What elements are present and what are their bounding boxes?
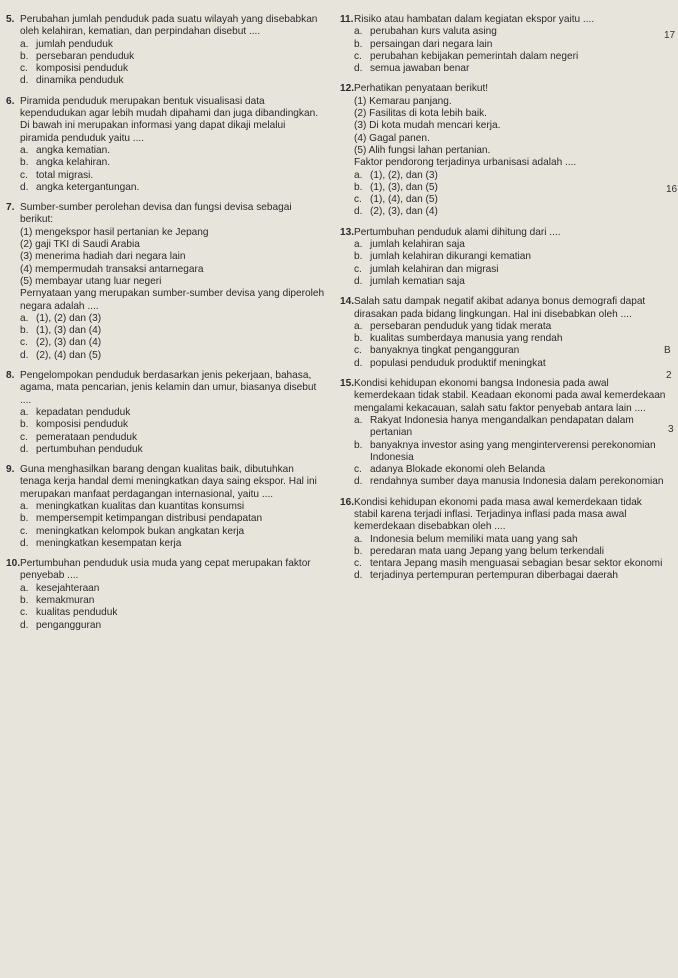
- option-text: jumlah kelahiran saja: [370, 239, 465, 251]
- answer-option[interactable]: [20, 350, 326, 362]
- option-text: meningkatkan kelompok bukan angkatan kerja: [36, 525, 245, 537]
- option-letter: b.: [354, 333, 363, 345]
- question-number: 10.: [6, 558, 21, 570]
- answer-option[interactable]: [20, 419, 326, 431]
- option-text: kepadatan penduduk: [36, 406, 131, 418]
- option-text: (2), (3), dan (4): [370, 206, 438, 218]
- answer-option[interactable]: [354, 26, 666, 38]
- option-text: kualitas sumberdaya manusia yang rendah: [370, 333, 563, 345]
- question: [6, 202, 326, 362]
- answer-option[interactable]: [20, 170, 326, 182]
- answer-option[interactable]: [354, 321, 666, 333]
- answer-option[interactable]: [354, 251, 666, 263]
- question-text: Sumber-sumber perolehan devisa dan fungsi devisa sebagai berikut:: [20, 202, 292, 226]
- question-header: [6, 202, 326, 227]
- statement-item: (3) menerima hadiah dari negara lain: [20, 251, 186, 263]
- answer-option[interactable]: [354, 206, 666, 218]
- statement-item: (5) membayar utang luar negeri: [20, 275, 162, 287]
- question-number: 8.: [6, 370, 15, 382]
- option-letter: a.: [354, 26, 363, 38]
- answer-option[interactable]: [20, 501, 326, 513]
- option-letter: d.: [20, 619, 29, 631]
- option-text: Indonesia belum memiliki mata uang yang sah: [370, 533, 578, 545]
- question-text: Pertumbuhan penduduk usia muda yang cepat merupakan faktor penyebab ....: [20, 558, 311, 582]
- answer-option[interactable]: [20, 51, 326, 63]
- option-letter: d.: [354, 275, 363, 287]
- question-text: Risiko atau hambatan dalam kegiatan ekspor yaitu ....: [354, 14, 595, 25]
- statement-item: (1) Kemarau panjang.: [354, 95, 452, 107]
- option-letter: c.: [354, 464, 362, 476]
- answer-option[interactable]: [354, 264, 666, 276]
- question-number: 13.: [340, 226, 355, 238]
- option-letter: d.: [354, 570, 363, 582]
- answer-option[interactable]: [354, 476, 666, 488]
- answer-option[interactable]: [354, 415, 666, 440]
- option-letter: b.: [20, 595, 29, 607]
- option-text: dinamika penduduk: [36, 75, 124, 87]
- question-header: [6, 558, 326, 583]
- right-column: [340, 14, 666, 978]
- answer-option[interactable]: [354, 239, 666, 251]
- option-text: angka ketergantungan.: [36, 181, 140, 193]
- option-letter: b.: [354, 181, 363, 193]
- question-header: [6, 96, 326, 145]
- question: [340, 83, 666, 218]
- option-letter: a.: [354, 320, 363, 332]
- option-text: jumlah kelahiran dikurangi kematian: [370, 251, 532, 263]
- option-letter: c.: [20, 525, 28, 537]
- answer-option[interactable]: [354, 570, 666, 582]
- question-text: Pengelompokan penduduk berdasarkan jenis pekerjaan, bahasa, agama, mata pencarian, jenis kelamin dan umur, biasanya disebut ....: [20, 370, 317, 406]
- question-number: 12.: [340, 83, 355, 95]
- option-text: (2), (3) dan (4): [36, 337, 102, 349]
- option-letter: d.: [20, 349, 29, 361]
- question-number: 7.: [6, 202, 15, 214]
- option-letter: c.: [20, 607, 28, 619]
- question-text: Perhatikan penyataan berikut!: [354, 83, 489, 95]
- option-text: pertumbuhan penduduk: [36, 443, 143, 455]
- option-letter: d.: [354, 476, 363, 488]
- question-text: Piramida penduduk merupakan bentuk visualisasi data kependudukan agar lebih mudah dipahami dan juga dibandingkan. Di bawah ini merupakan informasi yang dapat dikaji melalui piramida penduduk yaitu ....: [20, 95, 318, 144]
- option-letter: d.: [354, 357, 363, 369]
- answer-option[interactable]: [20, 620, 326, 632]
- question-text: Pertumbuhan penduduk alami dihitung dari ....: [354, 226, 561, 238]
- option-text: meningkatkan kesempatan kerja: [36, 537, 182, 549]
- answer-option[interactable]: [354, 464, 666, 476]
- question-header: [6, 14, 326, 39]
- question: [340, 14, 666, 75]
- option-text: meningkatkan kualitas dan kuantitas konsumsi: [36, 500, 245, 512]
- option-letter: c.: [20, 169, 28, 181]
- question: [6, 96, 326, 194]
- option-letter: d.: [20, 75, 29, 87]
- question-number: 9.: [6, 464, 15, 476]
- question-text: Perubahan jumlah penduduk pada suatu wilayah yang disebabkan oleh kelahiran, kematian, dan perpindahan disebut ....: [20, 14, 318, 38]
- answer-option[interactable]: [20, 538, 326, 550]
- answer-option[interactable]: [20, 313, 326, 325]
- option-text: mempersempit ketimpangan distribusi pendapatan: [36, 513, 263, 525]
- answer-option[interactable]: [354, 358, 666, 370]
- question-header: [6, 370, 326, 407]
- answer-option[interactable]: [20, 513, 326, 525]
- statement-item: (4) Gagal panen.: [354, 132, 430, 144]
- question-header: [340, 83, 666, 95]
- option-letter: a.: [20, 582, 29, 594]
- option-letter: b.: [20, 157, 29, 169]
- option-letter: c.: [354, 194, 362, 206]
- answer-option[interactable]: [354, 194, 666, 206]
- option-text: kesejahteraan: [36, 582, 100, 594]
- option-letter: d.: [20, 537, 29, 549]
- question: [6, 370, 326, 456]
- answer-option[interactable]: [20, 157, 326, 169]
- option-letter: b.: [354, 545, 363, 557]
- option-text: perubahan kebijakan pemerintah dalam negeri: [370, 50, 579, 62]
- answer-option[interactable]: [354, 345, 666, 357]
- option-text: rendahnya sumber daya manusia Indonesia dalam perekonomian: [370, 476, 664, 488]
- option-text: persaingan dari negara lain: [370, 38, 493, 50]
- question-header: [340, 227, 666, 239]
- question: [6, 14, 326, 88]
- question-header: [6, 464, 326, 501]
- statement-item: (4) mempermudah transaksi antarnegara: [20, 263, 204, 275]
- statement-item: (5) Alih fungsi lahan pertanian.: [354, 144, 491, 156]
- question-number: 15.: [340, 378, 355, 390]
- option-letter: d.: [20, 181, 29, 193]
- question: [340, 227, 666, 288]
- option-letter: c.: [20, 63, 28, 75]
- question: [340, 497, 666, 583]
- margin-mark: 17: [664, 30, 676, 41]
- option-text: pemerataan penduduk: [36, 431, 138, 443]
- answer-option[interactable]: [354, 546, 666, 558]
- statement-item: (2) gaji TKI di Saudi Arabia: [20, 239, 140, 251]
- option-text: (1), (4), dan (5): [370, 194, 438, 206]
- option-text: komposisi penduduk: [36, 419, 129, 431]
- answer-option[interactable]: [354, 170, 666, 182]
- answer-option[interactable]: [20, 337, 326, 349]
- question-text: Kondisi kehidupan ekonomi bangsa Indonesia pada awal kemerdekaan tidak stabil. Keadaan ekonomi pada awal kemerdekaan mengalami kekacauan, salah satu faktor penyebab antara lain ....: [354, 378, 666, 414]
- option-text: (1), (3) dan (4): [36, 325, 102, 337]
- answer-option[interactable]: [20, 182, 326, 194]
- answer-option[interactable]: [354, 333, 666, 345]
- statement-item: (3) Di kota mudah mencari kerja.: [354, 120, 501, 132]
- option-text: banyaknya investor asing yang menginterverensi perekonomian Indonesia: [370, 439, 656, 463]
- option-letter: a.: [354, 239, 363, 251]
- option-text: banyaknya tingkat pengangguran: [370, 345, 520, 357]
- option-letter: c.: [354, 558, 362, 570]
- option-letter: c.: [354, 345, 362, 357]
- option-letter: a.: [20, 312, 29, 324]
- option-letter: d.: [354, 206, 363, 218]
- option-letter: a.: [354, 533, 363, 545]
- answer-option[interactable]: [354, 182, 666, 194]
- question: [340, 378, 666, 489]
- answer-option[interactable]: [354, 51, 666, 63]
- answer-option[interactable]: [20, 432, 326, 444]
- question-number: 11.: [340, 14, 354, 25]
- option-letter: b.: [20, 50, 29, 62]
- question: [340, 296, 666, 370]
- answer-option[interactable]: [20, 39, 326, 51]
- margin-mark: B: [664, 345, 671, 356]
- option-letter: a.: [354, 169, 363, 181]
- option-letter: b.: [354, 38, 363, 50]
- question-number: 16.: [340, 496, 355, 508]
- answer-option[interactable]: [354, 558, 666, 570]
- question-text: Salah satu dampak negatif akibat adanya bonus demografi dapat dirasakan pada bidang lingkungan. Hal ini disebabkan oleh ....: [354, 296, 646, 320]
- answer-option[interactable]: [20, 75, 326, 87]
- question-number: 6.: [6, 95, 15, 107]
- option-text: Rakyat Indonesia hanya mengandalkan pendapatan dalam pertanian: [370, 414, 634, 439]
- margin-mark: 3: [668, 424, 674, 435]
- option-text: (2), (4) dan (5): [36, 349, 102, 361]
- option-letter: c.: [354, 263, 362, 275]
- question-header: [340, 497, 666, 534]
- option-letter: a.: [20, 500, 29, 512]
- option-text: jumlah kematian saja: [370, 275, 465, 287]
- answer-option[interactable]: [20, 63, 326, 75]
- question-header: [340, 296, 666, 321]
- option-text: persebaran penduduk yang tidak merata: [370, 320, 552, 332]
- answer-option[interactable]: [354, 276, 666, 288]
- option-letter: d.: [354, 63, 363, 75]
- answer-option[interactable]: [354, 440, 666, 465]
- question-text: Kondisi kehidupan ekonomi pada masa awal kemerdekaan tidak stabil karena terjadi inflasi. Terjadinya inflasi pada masa awal kemerdekaan disebabkan oleh ....: [354, 496, 642, 533]
- option-text: (1), (3), dan (5): [370, 181, 438, 193]
- question: [6, 464, 326, 550]
- answer-option[interactable]: [20, 407, 326, 419]
- option-text: kemakmuran: [36, 595, 95, 607]
- answer-option[interactable]: [20, 595, 326, 607]
- option-letter: a.: [20, 38, 29, 50]
- question-prompt: Faktor pendorong terjadinya urbanisasi adalah ....: [354, 157, 577, 169]
- answer-option[interactable]: [20, 526, 326, 538]
- question: [6, 558, 326, 632]
- option-text: jumlah penduduk: [36, 38, 113, 50]
- left-column: [6, 14, 326, 978]
- answer-option[interactable]: [354, 534, 666, 546]
- answer-option[interactable]: [20, 145, 326, 157]
- question-header: [340, 378, 666, 415]
- option-text: kualitas penduduk: [36, 607, 118, 619]
- option-text: terjadinya pertempuran pertempuran diberbagai daerah: [370, 570, 619, 582]
- option-text: persebaran penduduk: [36, 50, 135, 62]
- option-letter: c.: [20, 337, 28, 349]
- answer-option[interactable]: [20, 583, 326, 595]
- option-text: populasi penduduk produktif meningkat: [370, 357, 546, 369]
- option-text: angka kelahiran.: [36, 157, 111, 169]
- option-letter: b.: [354, 439, 363, 451]
- question-header: [340, 14, 666, 26]
- margin-mark: 16: [666, 184, 678, 195]
- answer-option[interactable]: [354, 63, 666, 75]
- option-letter: d.: [20, 443, 29, 455]
- option-letter: b.: [20, 325, 29, 337]
- option-text: tentara Jepang masih menguasai sebagian besar sektor ekonomi: [370, 558, 663, 570]
- question-text: Guna menghasilkan barang dengan kualitas baik, dibutuhkan tenaga kerja handal demi meningkatkan daya saing ekspor. Hal ini merupakan manfaat perdagangan internasional, yaitu ....: [20, 464, 317, 500]
- option-letter: a.: [20, 406, 29, 418]
- statement-item: (2) Fasilitas di kota lebih baik.: [354, 108, 487, 120]
- option-text: angka kematian.: [36, 144, 111, 156]
- question-number: 5.: [6, 14, 15, 25]
- option-letter: c.: [354, 50, 362, 62]
- option-text: komposisi penduduk: [36, 63, 129, 75]
- answer-option[interactable]: [354, 39, 666, 51]
- option-text: adanya Blokade ekonomi oleh Belanda: [370, 464, 546, 476]
- answer-option[interactable]: [20, 325, 326, 337]
- option-text: (1), (2), dan (3): [370, 169, 438, 181]
- option-letter: b.: [354, 251, 363, 263]
- option-letter: a.: [354, 414, 363, 426]
- option-text: perubahan kurs valuta asing: [370, 26, 497, 38]
- option-letter: b.: [20, 419, 29, 431]
- question-prompt: Pernyataan yang merupakan sumber-sumber devisa yang diperoleh negara adalah ....: [20, 288, 325, 312]
- option-text: semua jawaban benar: [370, 63, 470, 75]
- option-text: total migrasi.: [36, 169, 94, 181]
- margin-mark: 2: [666, 370, 672, 381]
- option-letter: b.: [20, 513, 29, 525]
- option-letter: c.: [20, 431, 28, 443]
- option-letter: a.: [20, 144, 29, 156]
- answer-option[interactable]: [20, 607, 326, 619]
- answer-option[interactable]: [20, 444, 326, 456]
- question-number: 14.: [340, 296, 355, 308]
- option-text: (1), (2) dan (3): [36, 312, 102, 324]
- option-text: jumlah kelahiran dan migrasi: [370, 263, 499, 275]
- statement-item: (1) mengekspor hasil pertanian ke Jepang: [20, 226, 209, 238]
- option-text: peredaran mata uang Jepang yang belum terkendali: [370, 545, 604, 557]
- option-text: pengangguran: [36, 619, 102, 631]
